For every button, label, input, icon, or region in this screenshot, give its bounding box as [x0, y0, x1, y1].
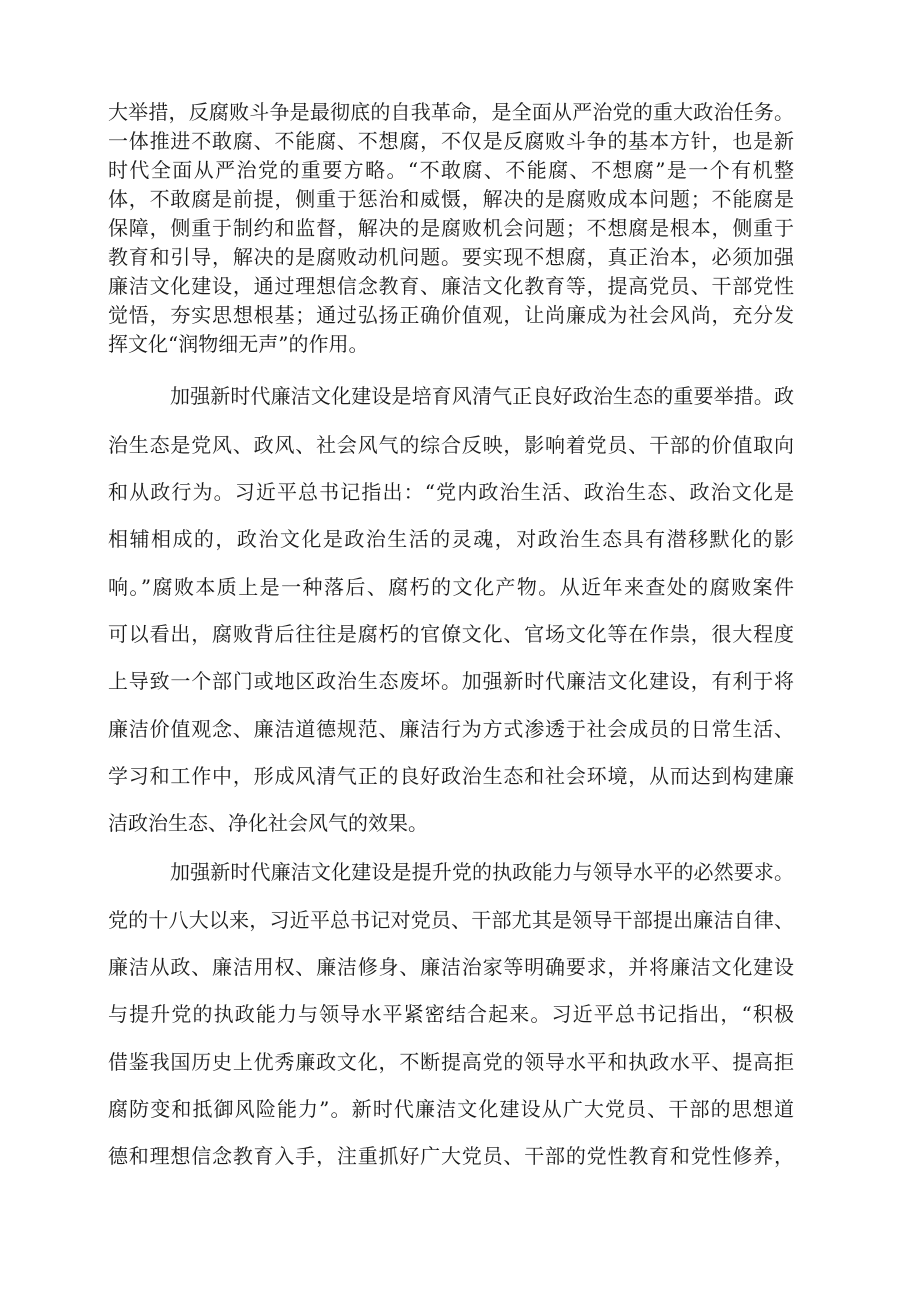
text-line: 德和理想信念教育入手，注重抓好广大党员、干部的党性教育和党性修养， [108, 1144, 794, 1168]
text-line: 加强新时代廉洁文化建设是提升党的执政能力与领导水平的必然要求。 [170, 860, 794, 884]
text-line: 与提升党的执政能力与领导水平紧密结合起来。习近平总书记指出，“积极 [108, 1002, 794, 1026]
text-line: 大举措，反腐败斗争是最彻底的自我革命，是全面从严治党的重大政治任务。 [108, 100, 794, 124]
text-line: 和从政行为。习近平总书记指出：“党内政治生活、政治生态、政治文化是 [108, 480, 794, 504]
text-line: 上导致一个部门或地区政治生态废坏。加强新时代廉洁文化建设，有利于将 [108, 669, 794, 693]
text-line: 响。”腐败本质上是一种落后、腐朽的文化产物。从近年来查处的腐败案件 [108, 575, 794, 599]
text-line: 治生态是党风、政风、社会风气的综合反映，影响着党员、干部的价值取向 [108, 433, 794, 457]
text-line: 觉悟，夯实思想根基；通过弘扬正确价值观，让尚廉成为社会风尚，充分发 [108, 303, 794, 327]
text-line: 廉洁从政、廉洁用权、廉洁修身、廉洁治家等明确要求，并将廉洁文化建设 [108, 955, 794, 979]
text-line: 党的十八大以来，习近平总书记对党员、干部尤其是领导干部提出廉洁自律、 [108, 908, 794, 932]
text-line: 廉洁文化建设，通过理想信念教育、廉洁文化教育等，提高党员、干部党性 [108, 274, 794, 298]
text-line: 一体推进不敢腐、不能腐、不想腐，不仅是反腐败斗争的基本方针，也是新 [108, 129, 794, 153]
text-line: 相辅相成的，政治文化是政治生活的灵魂，对政治生态具有潜移默化的影 [108, 527, 794, 551]
text-line: 借鉴我国历史上优秀廉政文化，不断提高党的领导水平和执政水平、提高拒 [108, 1050, 794, 1074]
text-line: 廉洁价值观念、廉洁道德规范、廉洁行为方式渗透于社会成员的日常生活、 [108, 717, 794, 741]
text-line: 时代全面从严治党的重要方略。“不敢腐、不能腐、不想腐”是一个有机整 [108, 158, 794, 182]
text-line: 学习和工作中，形成风清气正的良好政治生态和社会环境，从而达到构建廉 [108, 764, 794, 788]
text-line: 保障，侧重于制约和监督，解决的是腐败机会问题；不想腐是根本，侧重于 [108, 216, 794, 240]
text-line: 洁政治生态、净化社会风气的效果。 [108, 811, 428, 835]
text-line: 可以看出，腐败背后往往是腐朽的官僚文化、官场文化等在作祟，很大程度 [108, 622, 794, 646]
text-line: 腐防变和抵御风险能力”。新时代廉洁文化建设从广大党员、干部的思想道 [108, 1097, 794, 1121]
text-line: 挥文化“润物细无声”的作用。 [108, 332, 369, 356]
text-line: 教育和引导，解决的是腐败动机问题。要实现不想腐，真正治本，必须加强 [108, 245, 794, 269]
text-line: 加强新时代廉洁文化建设是培育风清气正良好政治生态的重要举措。政 [170, 384, 794, 408]
text-line: 体，不敢腐是前提，侧重于惩治和威慑，解决的是腐败成本问题；不能腐是 [108, 187, 794, 211]
